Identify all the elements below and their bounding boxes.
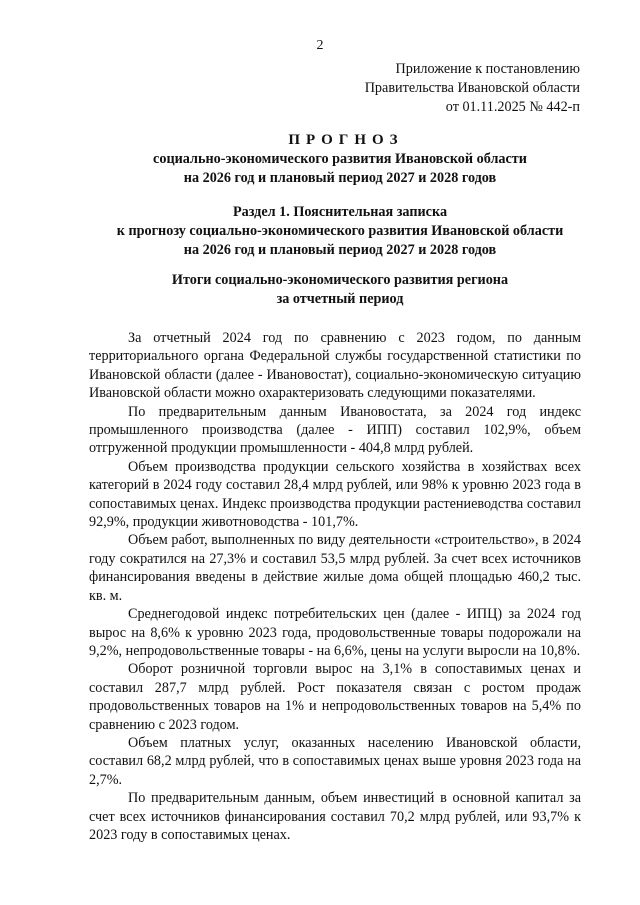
document-title-block bbox=[90, 130, 590, 188]
document-subtitle-line-1: социально-экономического развития Ивановской области bbox=[153, 151, 527, 167]
section-heading-line-1: Раздел 1. Пояснительная записка bbox=[232, 204, 448, 220]
paragraph: Оборот розничной торговли вырос на 3,1% в сопоставимых ценах и составил 287,7 млрд рублей. Рост показателя связан с ростом продаж продовольственных товаров на 1% и непродовольственных товаров на 5,4% по сравнению с 2023 годом. bbox=[89, 661, 581, 733]
body-text bbox=[89, 329, 581, 844]
document-title: ПРОГНОЗ bbox=[288, 132, 404, 148]
paragraph: Объем производства продукции сельского хозяйства в хозяйствах всех категорий в 2024 году составил 28,4 млрд рублей, или 98% к уровню 2023 года в сопоставимых ценах. Индекс производства продукции растениеводства составил 92,9%, продукции животноводства - 101,7%. bbox=[89, 458, 581, 531]
appendix-reference bbox=[340, 60, 580, 117]
page-number: 2 bbox=[316, 38, 324, 53]
results-heading bbox=[80, 271, 600, 309]
paragraph: По предварительным данным Ивановостата, за 2024 год индекс промышленного производства (далее - ИПП) составил 102,9%, объем отгруженной продукции промышленности - 404,8 млрд рублей. bbox=[89, 403, 581, 457]
section-heading-line-2: к прогнозу социально-экономического развития Ивановской области bbox=[116, 223, 564, 239]
results-heading-line-1: Итоги социально-экономического развития региона bbox=[171, 272, 509, 288]
paragraph: Объем работ, выполненных по виду деятельности «строительство», в 2024 году сократился на 27,3% и составил 53,5 млрд рублей. За счет всех источников финансирования введены в действие жилые дома общей площадью 460,2 тыс. кв. м. bbox=[89, 532, 581, 604]
paragraph: Среднегодовой индекс потребительских цен (далее - ИПЦ) за 2024 год вырос на 8,6% к уровню 2023 года, продовольственные товары подорожали на 9,2%, непродовольственные товары - на 6,6%, цены на услуги выросли на 10,8%. bbox=[89, 606, 581, 659]
appendix-line-1: Приложение к постановлению bbox=[395, 61, 580, 77]
paragraph: За отчетный 2024 год по сравнению с 2023 годом, по данным территориального органа Федеральной службы государственной статистики по Ивановской области (далее - Ивановостат), социально-экономическую ситуацию Ивановской области можно охарактеризовать следующими показателями. bbox=[89, 330, 581, 402]
paragraph: По предварительным данным, объем инвестиций в основной капитал за счет всех источников финансирования составил 70,2 млрд рублей, или 93,7% к 2023 году в сопоставимых ценах. bbox=[89, 790, 581, 843]
section-heading-line-3: на 2026 год и плановый период 2027 и 2028 годов bbox=[183, 242, 497, 258]
section-heading bbox=[80, 203, 600, 260]
results-heading-line-2: за отчетный период bbox=[276, 291, 404, 307]
document-subtitle-line-2: на 2026 год и плановый период 2027 и 2028 годов bbox=[183, 170, 497, 186]
paragraph: Объем платных услуг, оказанных населению Ивановской области, составил 68,2 млрд рублей, что в сопоставимых ценах выше уровня 2023 года на 2,7%. bbox=[89, 734, 581, 788]
appendix-line-3: от 01.11.2025 № 442-п bbox=[445, 99, 580, 115]
appendix-line-2: Правительства Ивановской области bbox=[364, 80, 580, 96]
